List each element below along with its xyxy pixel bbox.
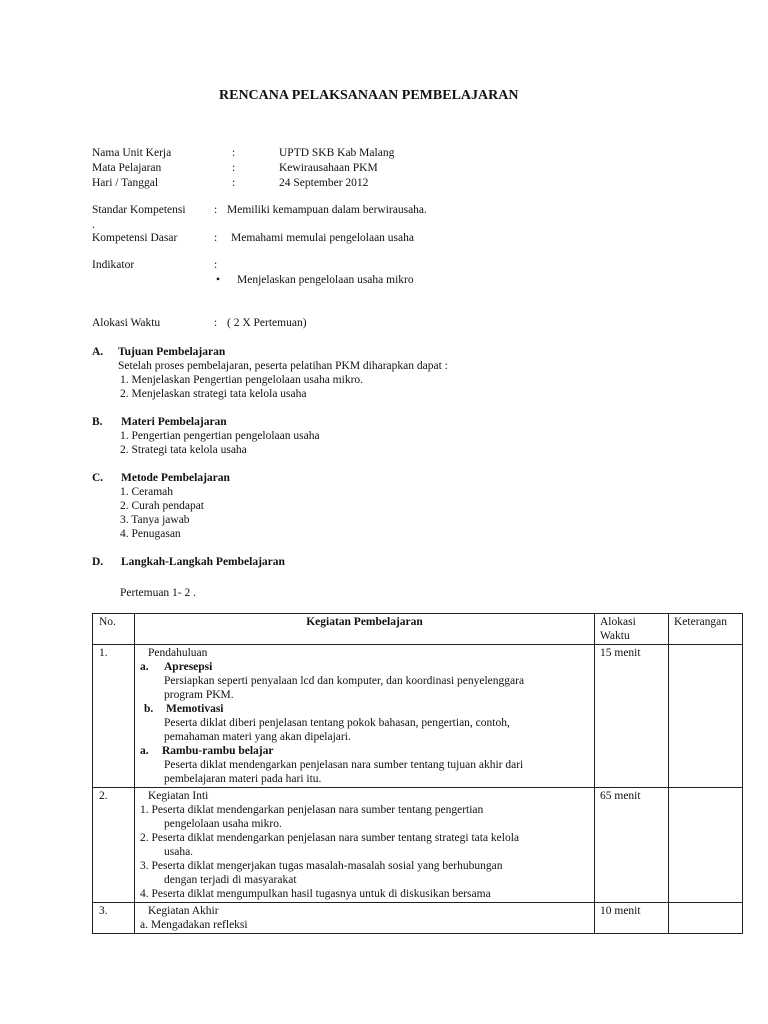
section-c-marker: C. (92, 472, 104, 484)
label-standar-kompetensi: Standar Kompetensi (92, 204, 186, 216)
row-title: Kegiatan Akhir (148, 905, 219, 917)
sub-heading (140, 702, 589, 716)
label-kompetensi-dasar: Kompetensi Dasar (92, 232, 178, 244)
header-alokasi-line1: Alokasi (600, 616, 636, 628)
list-item: 4. Penugasan (120, 528, 181, 540)
sep: : (232, 162, 236, 174)
sub-heading (140, 660, 589, 674)
header-alokasi (595, 614, 669, 645)
sub-marker: a. (140, 745, 149, 757)
cell-text: 3. Peserta diklat mengerjakan tugas masalah-masalah sosial yang berhubungan (140, 860, 503, 872)
label-mata-pelajaran: Mata Pelajaran (92, 162, 162, 174)
sub-marker: a. (140, 661, 149, 673)
sep: : (232, 177, 236, 189)
header-no: No. (93, 614, 135, 645)
section-a-intro: Setelah proses pembelajaran, peserta pelatihan PKM diharapkan dapat : (118, 360, 448, 372)
cell-text: pembelajaran materi pada hari itu. (164, 773, 322, 785)
header-keterangan: Keterangan (669, 614, 743, 645)
list-item: 3. Tanya jawab (120, 514, 190, 526)
cell-text: usaha. (164, 846, 194, 858)
section-a-heading: Tujuan Pembelajaran (118, 346, 226, 358)
sep: : (214, 232, 218, 244)
pertemuan-label: Pertemuan 1- 2 . (120, 587, 197, 599)
table-header-row (93, 614, 743, 645)
row-keterangan (669, 903, 743, 934)
list-item: 1. Ceramah (120, 486, 174, 498)
value-unit-kerja: UPTD SKB Kab Malang (279, 147, 395, 159)
label-indikator: Indikator (92, 259, 135, 271)
list-item: 2. Menjelaskan strategi tata kelola usaha (120, 388, 307, 400)
value-hari-tanggal: 24 September 2012 (279, 177, 369, 189)
label-hari-tanggal: Hari / Tanggal (92, 177, 159, 189)
row-no: 1. (93, 645, 135, 788)
row-kegiatan (135, 903, 595, 934)
header-alokasi-line2: Waktu (600, 630, 630, 642)
row-kegiatan (135, 645, 595, 788)
list-item: 2. Strategi tata kelola usaha (120, 444, 247, 456)
table-row (93, 645, 743, 788)
cell-text: Persiapkan seperti penyalaan lcd dan komputer, dan koordinasi penyelenggara (164, 675, 525, 687)
sub-heading (140, 744, 589, 758)
sub-heading-text: Rambu-rambu belajar (162, 745, 274, 757)
header-kegiatan: Kegiatan Pembelajaran (135, 614, 595, 645)
stray-dot: . (92, 219, 95, 231)
row-time: 65 menit (595, 788, 669, 903)
sub-marker: b. (144, 703, 154, 715)
row-no: 3. (93, 903, 135, 934)
sep: : (214, 259, 218, 271)
row-keterangan (669, 645, 743, 788)
section-d-marker: D. (92, 556, 104, 568)
list-item: 2. Curah pendapat (120, 500, 204, 512)
value-standar-kompetensi: Memiliki kemampuan dalam berwirausaha. (227, 204, 427, 216)
row-kegiatan (135, 788, 595, 903)
label-unit-kerja: Nama Unit Kerja (92, 147, 172, 159)
cell-text: 1. Peserta diklat mendengarkan penjelasan nara sumber tentang pengertian (140, 804, 484, 816)
sub-heading-text: Memotivasi (166, 703, 224, 715)
value-indikator: Menjelaskan pengelolaan usaha mikro (237, 274, 414, 286)
section-b-marker: B. (92, 416, 103, 428)
row-keterangan (669, 788, 743, 903)
row-time: 15 menit (595, 645, 669, 788)
sep: : (232, 147, 236, 159)
page-title: RENCANA PELAKSANAAN PEMBELAJARAN (219, 88, 519, 103)
table-row (93, 903, 743, 934)
row-no: 2. (93, 788, 135, 903)
langkah-table (92, 613, 743, 934)
section-b-heading: Materi Pembelajaran (121, 416, 227, 428)
section-c-heading: Metode Pembelajaran (121, 472, 230, 484)
cell-text: 2. Peserta diklat mendengarkan penjelasan nara sumber tentang strategi tata kelola (140, 832, 520, 844)
list-item: 1. Menjelaskan Pengertian pengelolaan usaha mikro. (120, 374, 364, 386)
cell-text: 4. Peserta diklat mengumpulkan hasil tugasnya untuk di diskusikan bersama (140, 888, 491, 900)
row-title: Pendahuluan (148, 647, 208, 659)
sub-heading-text: Apresepsi (164, 661, 213, 673)
sep: : (214, 317, 218, 329)
table-row (93, 788, 743, 903)
cell-text: Peserta diklat mendengarkan penjelasan nara sumber tentang tujuan akhir dari (164, 759, 524, 771)
row-time: 10 menit (595, 903, 669, 934)
cell-text: Peserta diklat diberi penjelasan tentang pokok bahasan, pengertian, contoh, (164, 717, 510, 729)
section-a-marker: A. (92, 346, 104, 358)
cell-text: program PKM. (164, 689, 234, 701)
row-title: Kegiatan Inti (148, 790, 209, 802)
section-d-heading: Langkah-Langkah Pembelajaran (121, 556, 285, 568)
sep: : (214, 204, 218, 216)
value-mata-pelajaran: Kewirausahaan PKM (279, 162, 378, 174)
bullet-icon: • (216, 274, 221, 286)
value-kompetensi-dasar: Memahami memulai pengelolaan usaha (231, 232, 414, 244)
list-item: 1. Pengertian pengertian pengelolaan usaha (120, 430, 320, 442)
cell-text: a. Mengadakan refleksi (140, 919, 248, 931)
label-alokasi-waktu: Alokasi Waktu (92, 317, 161, 329)
cell-text: pengelolaan usaha mikro. (164, 818, 282, 830)
cell-text: pemahaman materi yang akan dipelajari. (164, 731, 351, 743)
value-alokasi-waktu: ( 2 X Pertemuan) (227, 317, 307, 329)
cell-text: dengan terjadi di masyarakat (164, 874, 297, 886)
